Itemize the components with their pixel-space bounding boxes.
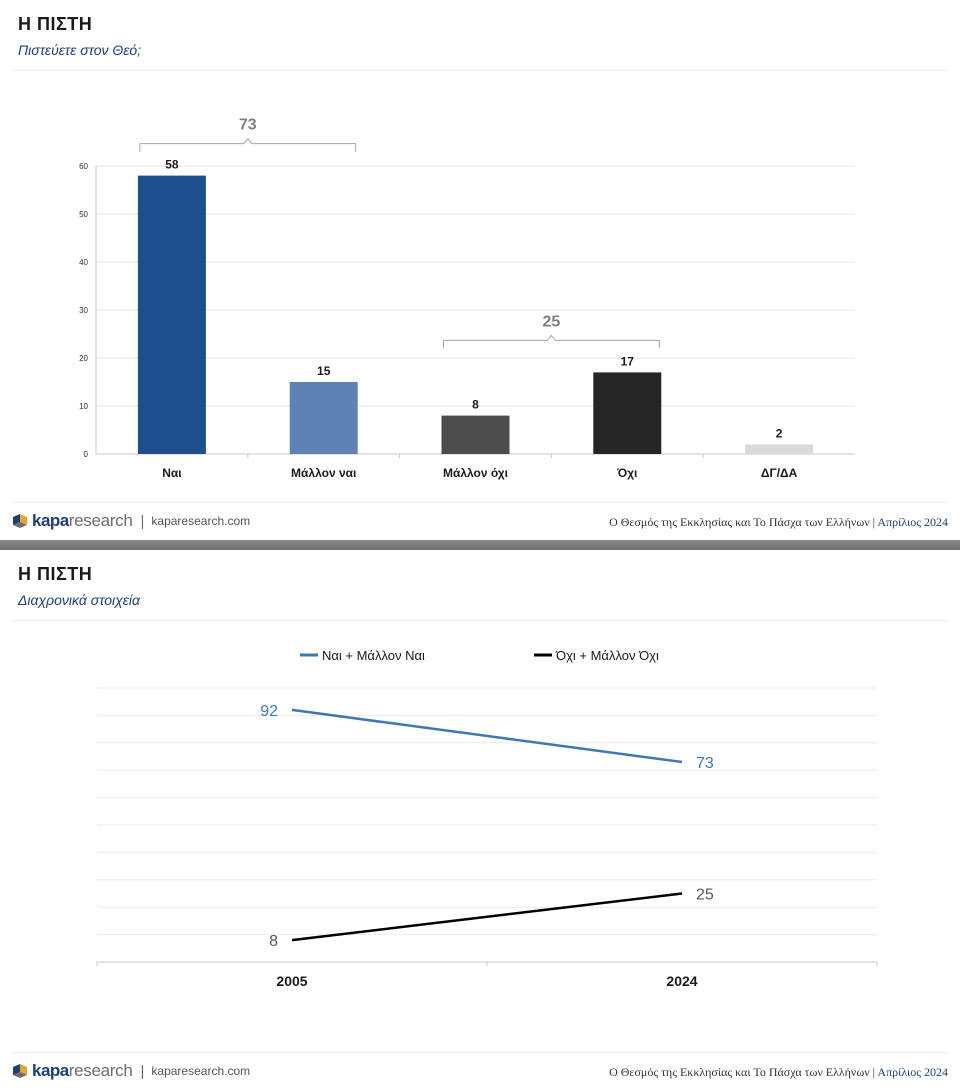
slide-subtitle: Διαχρονικά στοιχεία bbox=[18, 592, 141, 608]
y-tick-label: 30 bbox=[79, 306, 88, 315]
bar bbox=[442, 416, 510, 454]
y-tick-label: 20 bbox=[79, 354, 88, 363]
x-category-label: Μάλλον ναι bbox=[291, 466, 357, 480]
x-category-label: ΔΓ/ΔΑ bbox=[760, 466, 798, 480]
bar bbox=[745, 444, 813, 454]
logo-text-light: research bbox=[68, 511, 133, 530]
x-category-label: Ναι bbox=[162, 466, 182, 480]
bar-value-label: 2 bbox=[775, 426, 783, 441]
survey-date: Απρίλιος 2024 bbox=[877, 515, 948, 529]
y-tick-label: 40 bbox=[79, 258, 88, 267]
slide-title: Η ΠΙΣΤΗ bbox=[18, 14, 93, 34]
series-line bbox=[292, 894, 682, 941]
logo-text-light: research bbox=[68, 1061, 133, 1080]
footer-divider bbox=[12, 502, 948, 503]
line-chart bbox=[0, 620, 960, 1050]
website-url: kaparesearch.com bbox=[151, 514, 251, 528]
bar-chart bbox=[0, 70, 960, 500]
y-tick-label: 10 bbox=[79, 402, 88, 411]
logo-separator: | bbox=[140, 1062, 145, 1080]
bracket-total-label: 73 bbox=[238, 116, 257, 134]
data-label: 73 bbox=[696, 754, 714, 772]
data-label: 25 bbox=[696, 886, 714, 904]
data-label: 92 bbox=[260, 702, 278, 720]
caption-pipe: | bbox=[872, 515, 876, 529]
survey-caption bbox=[609, 1065, 948, 1080]
kapa-research-logo bbox=[12, 1061, 250, 1081]
bracket bbox=[140, 139, 356, 152]
logo-separator: | bbox=[140, 512, 145, 530]
bar bbox=[138, 176, 206, 454]
x-category-label: Όχι bbox=[617, 466, 638, 480]
y-tick-label: 50 bbox=[79, 210, 88, 219]
bar-value-label: 15 bbox=[317, 364, 331, 378]
logo-text-bold: kapa bbox=[32, 511, 69, 530]
slide-title: Η ΠΙΣΤΗ bbox=[18, 564, 93, 584]
website-url: kaparesearch.com bbox=[151, 1064, 251, 1078]
x-axis-label: 2005 bbox=[276, 973, 308, 989]
footer-divider bbox=[12, 1052, 948, 1053]
bar-value-label: 8 bbox=[472, 397, 479, 412]
y-tick-label: 0 bbox=[83, 450, 88, 459]
kapa-logo-icon bbox=[12, 513, 28, 529]
y-tick-label: 60 bbox=[79, 162, 88, 171]
slide-faith-trend bbox=[0, 550, 960, 1090]
bracket bbox=[444, 335, 660, 348]
footer bbox=[0, 1055, 960, 1085]
caption-pipe: | bbox=[872, 1065, 876, 1079]
bar-value-label: 17 bbox=[620, 354, 634, 369]
survey-date: Απρίλιος 2024 bbox=[877, 1065, 948, 1079]
series-line bbox=[292, 710, 682, 762]
data-label: 8 bbox=[269, 933, 278, 951]
survey-title: Ο Θεσμός της Εκκλησίας και Το Πάσχα των Ελλήνων bbox=[609, 1065, 870, 1079]
bar bbox=[290, 382, 358, 454]
bar bbox=[593, 372, 661, 454]
slide-subtitle: Πιστεύετε στον Θεό; bbox=[18, 42, 142, 58]
logo-text-bold: kapa bbox=[32, 1061, 69, 1080]
slide-faith-bar bbox=[0, 0, 960, 540]
kapa-logo-icon bbox=[12, 1063, 28, 1079]
x-axis-label: 2024 bbox=[666, 973, 698, 989]
bracket-total-label: 25 bbox=[542, 313, 561, 331]
x-category-label: Μάλλον όχι bbox=[442, 466, 509, 480]
slide-separator bbox=[0, 540, 960, 550]
footer bbox=[0, 505, 960, 535]
survey-title: Ο Θεσμός της Εκκλησίας και Το Πάσχα των Ελλήνων bbox=[609, 515, 870, 529]
survey-caption bbox=[609, 515, 948, 530]
legend-label: Ναι + Μάλλον Ναι bbox=[322, 648, 425, 663]
kapa-research-logo bbox=[12, 511, 250, 531]
bar-value-label: 58 bbox=[165, 157, 179, 172]
legend-label: Όχι + Μάλλον Όχι bbox=[556, 648, 659, 663]
